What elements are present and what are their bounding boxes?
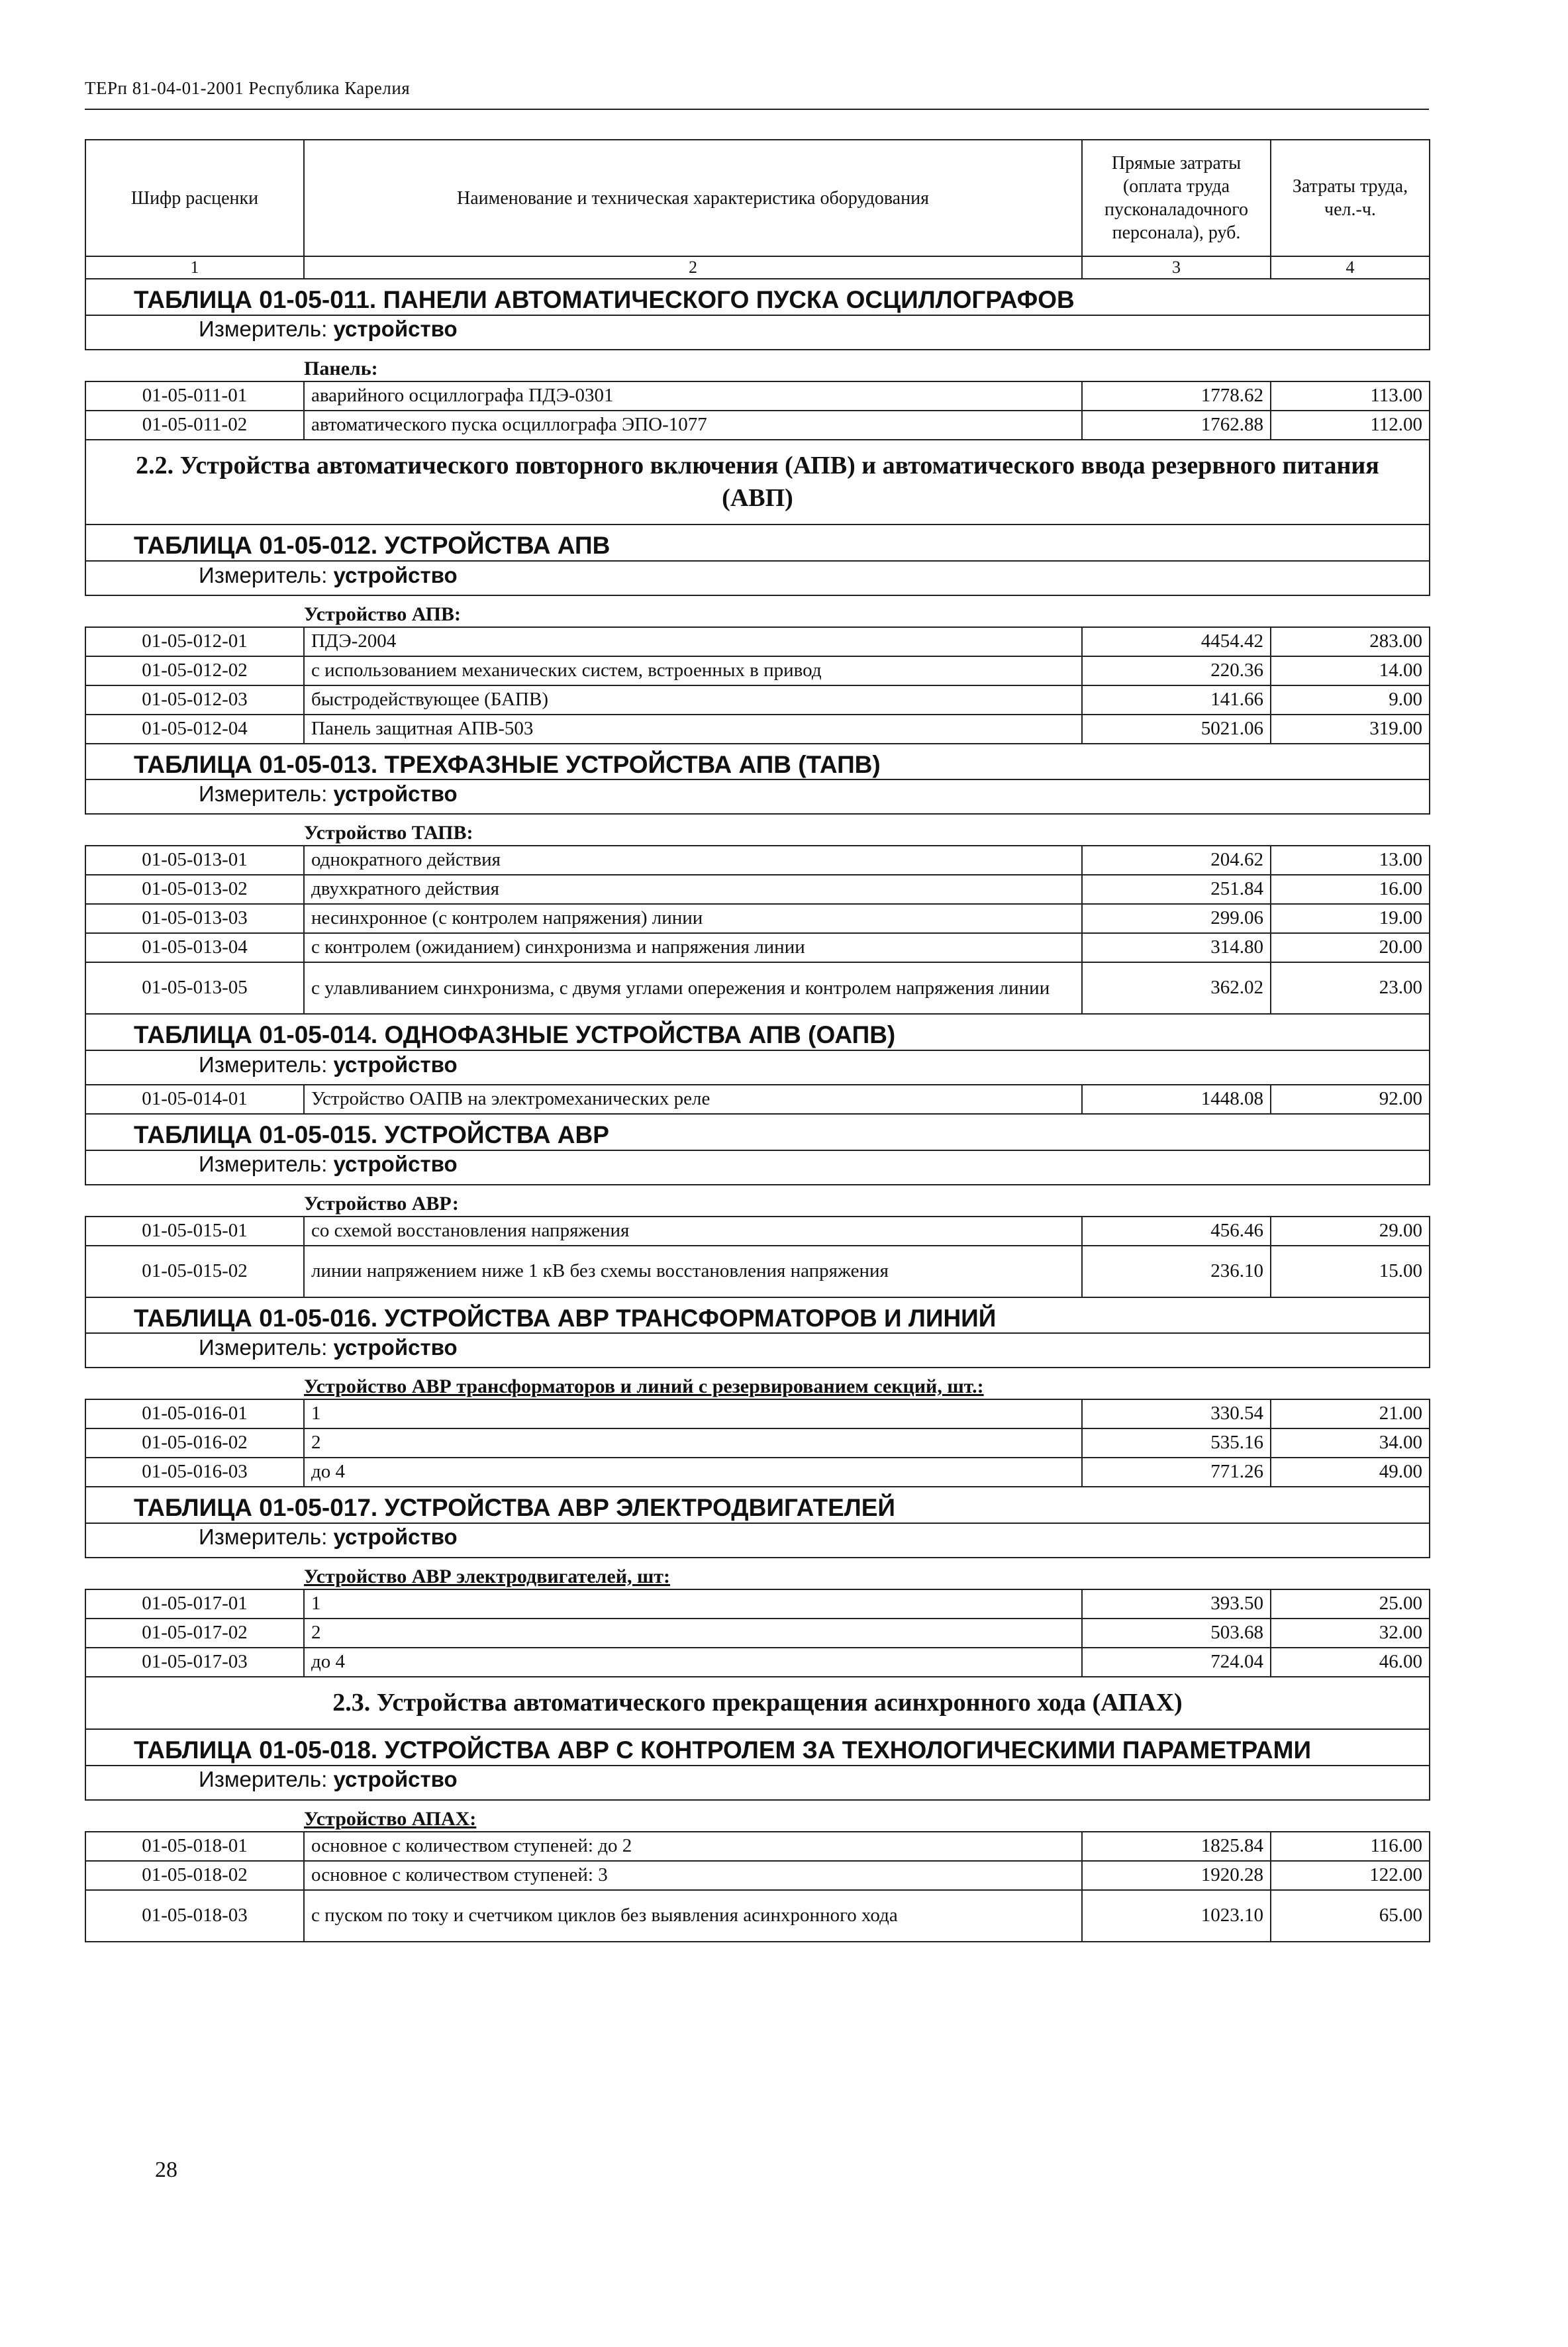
- table-row: [85, 627, 1430, 656]
- column-number: 4: [1271, 256, 1430, 279]
- measure-label: Измеритель:: [199, 1767, 328, 1792]
- table-title-row: [85, 1729, 1430, 1766]
- rate-code: 01-05-017-02: [85, 1619, 304, 1648]
- measure-line: [85, 561, 1430, 595]
- measure-line: [85, 1766, 1430, 1800]
- labor-cost: 14.00: [1271, 656, 1430, 685]
- labor-cost: 116.00: [1271, 1832, 1430, 1861]
- table-row: [85, 933, 1430, 962]
- direct-cost: 724.04: [1082, 1648, 1271, 1677]
- table-row: [85, 685, 1430, 715]
- table-row: [85, 875, 1430, 904]
- equipment-name: однократного действия: [304, 846, 1082, 875]
- rate-code: 01-05-016-03: [85, 1458, 304, 1487]
- table-title: ТАБЛИЦА 01-05-018. УСТРОЙСТВА АВР С КОНТРОЛЕМ ЗА ТЕХНОЛОГИЧЕСКИМИ ПАРАМЕТРАМИ: [85, 1729, 1430, 1766]
- equipment-name: с контролем (ожиданием) синхронизма и напряжения линии: [304, 933, 1082, 962]
- measure-value: устройство: [333, 562, 458, 587]
- rates-table-body: [85, 140, 1430, 1942]
- direct-cost: 4454.42: [1082, 627, 1271, 656]
- table-row: [85, 1619, 1430, 1648]
- equipment-name: аварийного осциллографа ПДЭ-0301: [304, 381, 1082, 411]
- equipment-name: Панель защитная АПВ-503: [304, 715, 1082, 744]
- rate-code: 01-05-015-02: [85, 1246, 304, 1297]
- group-heading-text: Панель:: [304, 357, 378, 379]
- table-title: ТАБЛИЦА 01-05-012. УСТРОЙСТВА АПВ: [85, 524, 1430, 561]
- direct-cost: 362.02: [1082, 962, 1271, 1014]
- column-number-row: [85, 256, 1430, 279]
- rate-code: 01-05-018-03: [85, 1890, 304, 1942]
- measure-line: [85, 1150, 1430, 1185]
- labor-cost: 92.00: [1271, 1085, 1430, 1114]
- direct-cost: 503.68: [1082, 1619, 1271, 1648]
- measure-label: Измеритель:: [199, 1152, 328, 1177]
- rate-code: 01-05-017-03: [85, 1648, 304, 1677]
- measure-row: [85, 561, 1430, 595]
- labor-cost: 20.00: [1271, 933, 1430, 962]
- rate-code: 01-05-013-04: [85, 933, 304, 962]
- measure-label: Измеритель:: [199, 562, 328, 587]
- table-title-row: [85, 1014, 1430, 1050]
- table-row: [85, 1890, 1430, 1942]
- table-title-row: [85, 1114, 1430, 1150]
- table-title-row: [85, 524, 1430, 561]
- direct-cost: 141.66: [1082, 685, 1271, 715]
- labor-cost: 29.00: [1271, 1217, 1430, 1246]
- labor-cost: 113.00: [1271, 381, 1430, 411]
- rate-code: 01-05-015-01: [85, 1217, 304, 1246]
- labor-cost: 23.00: [1271, 962, 1430, 1014]
- equipment-name: быстродействующее (БАПВ): [304, 685, 1082, 715]
- rate-code: 01-05-011-01: [85, 381, 304, 411]
- column-header-code: Шифр расценки: [85, 140, 304, 256]
- rate-code: 01-05-012-01: [85, 627, 304, 656]
- table-title: ТАБЛИЦА 01-05-017. УСТРОЙСТВА АВР ЭЛЕКТРОДВИГАТЕЛЕЙ: [85, 1487, 1430, 1523]
- measure-row: [85, 315, 1430, 350]
- table-row: [85, 904, 1430, 933]
- group-heading-text: Устройство АПАХ:: [304, 1807, 477, 1830]
- equipment-name: до 4: [304, 1458, 1082, 1487]
- group-heading-row: [85, 595, 1430, 627]
- measure-label: Измеритель:: [199, 781, 328, 807]
- equipment-name: с пуском по току и счетчиком циклов без выявления асинхронного хода: [304, 1890, 1082, 1942]
- table-row: [85, 1217, 1430, 1246]
- rate-code: 01-05-013-01: [85, 846, 304, 875]
- equipment-name: 1: [304, 1589, 1082, 1619]
- rate-code: 01-05-012-03: [85, 685, 304, 715]
- column-header-cost: Прямые затраты (оплата труда пусконаладочного персонала), руб.: [1082, 140, 1271, 256]
- rate-code: 01-05-017-01: [85, 1589, 304, 1619]
- group-heading: [85, 350, 1430, 381]
- direct-cost: 456.46: [1082, 1217, 1271, 1246]
- group-heading-text: Устройство АВР трансформаторов и линий с резервированием секций, шт.:: [304, 1375, 984, 1398]
- group-heading-text: Устройство АВР:: [304, 1192, 459, 1215]
- equipment-name: с улавливанием синхронизма, с двумя углами опережения и контролем напряжения линии: [304, 962, 1082, 1014]
- column-header-labor: Затраты труда, чел.-ч.: [1271, 140, 1430, 256]
- measure-label: Измеритель:: [199, 1052, 328, 1077]
- group-heading: [85, 814, 1430, 846]
- table-row: [85, 1861, 1430, 1890]
- measure-row: [85, 1333, 1430, 1368]
- group-heading: [85, 595, 1430, 627]
- table-title: ТАБЛИЦА 01-05-016. УСТРОЙСТВА АВР ТРАНСФОРМАТОРОВ И ЛИНИЙ: [85, 1297, 1430, 1334]
- measure-line: [85, 315, 1430, 350]
- column-number: 3: [1082, 256, 1271, 279]
- equipment-name: основное с количеством ступеней: 3: [304, 1861, 1082, 1890]
- rate-code: 01-05-018-02: [85, 1861, 304, 1890]
- table-row: [85, 962, 1430, 1014]
- labor-cost: 319.00: [1271, 715, 1430, 744]
- rate-code: 01-05-016-02: [85, 1428, 304, 1458]
- table-title: ТАБЛИЦА 01-05-013. ТРЕХФАЗНЫЕ УСТРОЙСТВА АПВ (ТАПВ): [85, 744, 1430, 780]
- direct-cost: 1023.10: [1082, 1890, 1271, 1942]
- table-row: [85, 656, 1430, 685]
- group-heading-row: [85, 1185, 1430, 1217]
- table-title: ТАБЛИЦА 01-05-011. ПАНЕЛИ АВТОМАТИЧЕСКОГО ПУСКА ОСЦИЛЛОГРАФОВ: [85, 279, 1430, 315]
- equipment-name: автоматического пуска осциллографа ЭПО-1077: [304, 411, 1082, 440]
- group-heading-row: [85, 1368, 1430, 1399]
- direct-cost: 771.26: [1082, 1458, 1271, 1487]
- table-row: [85, 1085, 1430, 1114]
- equipment-name: ПДЭ-2004: [304, 627, 1082, 656]
- table-row: [85, 1458, 1430, 1487]
- table-row: [85, 1648, 1430, 1677]
- measure-value: устройство: [333, 1767, 458, 1792]
- labor-cost: 122.00: [1271, 1861, 1430, 1890]
- table-row: [85, 411, 1430, 440]
- measure-row: [85, 1523, 1430, 1558]
- table-row: [85, 381, 1430, 411]
- group-heading: [85, 1368, 1430, 1399]
- group-heading-row: [85, 1800, 1430, 1832]
- measure-value: устройство: [333, 1334, 458, 1360]
- measure-value: устройство: [333, 1052, 458, 1077]
- group-heading-text: Устройство АПВ:: [304, 603, 461, 625]
- column-header-row: [85, 140, 1430, 256]
- labor-cost: 16.00: [1271, 875, 1430, 904]
- labor-cost: 13.00: [1271, 846, 1430, 875]
- measure-row: [85, 1766, 1430, 1800]
- table-title: ТАБЛИЦА 01-05-015. УСТРОЙСТВА АВР: [85, 1114, 1430, 1150]
- measure-label: Измеритель:: [199, 1524, 328, 1550]
- group-heading: [85, 1558, 1430, 1589]
- part-heading: 2.2. Устройства автоматического повторного включения (АПВ) и автоматического ввода резервного питания (АВП): [85, 440, 1430, 525]
- labor-cost: 15.00: [1271, 1246, 1430, 1297]
- direct-cost: 204.62: [1082, 846, 1271, 875]
- table-title: ТАБЛИЦА 01-05-014. ОДНОФАЗНЫЕ УСТРОЙСТВА АПВ (ОАПВ): [85, 1014, 1430, 1050]
- group-heading-text: Устройство АВР электродвигателей, шт:: [304, 1565, 671, 1587]
- labor-cost: 9.00: [1271, 685, 1430, 715]
- measure-line: [85, 1333, 1430, 1368]
- measure-value: устройство: [333, 1152, 458, 1177]
- measure-row: [85, 779, 1430, 814]
- table-row: [85, 1589, 1430, 1619]
- equipment-name: линии напряжением ниже 1 кВ без схемы восстановления напряжения: [304, 1246, 1082, 1297]
- table-row: [85, 1246, 1430, 1297]
- equipment-name: до 4: [304, 1648, 1082, 1677]
- direct-cost: 251.84: [1082, 875, 1271, 904]
- labor-cost: 49.00: [1271, 1458, 1430, 1487]
- equipment-name: основное с количеством ступеней: до 2: [304, 1832, 1082, 1861]
- group-heading-text: Устройство ТАПВ:: [304, 822, 473, 844]
- equipment-name: 2: [304, 1619, 1082, 1648]
- table-row: [85, 1832, 1430, 1861]
- document-header: ТЕРп 81-04-01-2001 Республика Карелия: [85, 78, 411, 98]
- measure-line: [85, 1523, 1430, 1558]
- measure-value: устройство: [333, 317, 458, 342]
- direct-cost: 1762.88: [1082, 411, 1271, 440]
- measure-value: устройство: [333, 1524, 458, 1550]
- direct-cost: 393.50: [1082, 1589, 1271, 1619]
- equipment-name: двухкратного действия: [304, 875, 1082, 904]
- equipment-name: с использованием механических систем, встроенных в привод: [304, 656, 1082, 685]
- part-heading: 2.3. Устройства автоматического прекращения асинхронного хода (АПАХ): [85, 1677, 1430, 1729]
- rates-table: [85, 139, 1430, 1942]
- group-heading: [85, 1185, 1430, 1217]
- direct-cost: 236.10: [1082, 1246, 1271, 1297]
- labor-cost: 283.00: [1271, 627, 1430, 656]
- labor-cost: 32.00: [1271, 1619, 1430, 1648]
- table-row: [85, 715, 1430, 744]
- group-heading-row: [85, 1558, 1430, 1589]
- rate-code: 01-05-013-02: [85, 875, 304, 904]
- group-heading-row: [85, 350, 1430, 381]
- measure-label: Измеритель:: [199, 317, 328, 342]
- table-title-row: [85, 1487, 1430, 1523]
- part-heading-row: [85, 440, 1430, 525]
- labor-cost: 112.00: [1271, 411, 1430, 440]
- measure-line: [85, 1050, 1430, 1085]
- direct-cost: 330.54: [1082, 1399, 1271, 1428]
- rate-code: 01-05-012-02: [85, 656, 304, 685]
- table-row: [85, 1428, 1430, 1458]
- direct-cost: 1778.62: [1082, 381, 1271, 411]
- direct-cost: 220.36: [1082, 656, 1271, 685]
- rate-code: 01-05-013-05: [85, 962, 304, 1014]
- equipment-name: несинхронное (с контролем напряжения) линии: [304, 904, 1082, 933]
- table-row: [85, 846, 1430, 875]
- group-heading: [85, 1800, 1430, 1832]
- equipment-name: со схемой восстановления напряжения: [304, 1217, 1082, 1246]
- equipment-name: 1: [304, 1399, 1082, 1428]
- equipment-name: 2: [304, 1428, 1082, 1458]
- rate-code: 01-05-018-01: [85, 1832, 304, 1861]
- rate-code: 01-05-016-01: [85, 1399, 304, 1428]
- column-number: 2: [304, 256, 1082, 279]
- labor-cost: 25.00: [1271, 1589, 1430, 1619]
- direct-cost: 314.80: [1082, 933, 1271, 962]
- group-heading-row: [85, 814, 1430, 846]
- table-title-row: [85, 279, 1430, 315]
- column-header-name: Наименование и техническая характеристика оборудования: [304, 140, 1082, 256]
- labor-cost: 34.00: [1271, 1428, 1430, 1458]
- page-number: 28: [155, 2158, 177, 2182]
- labor-cost: 46.00: [1271, 1648, 1430, 1677]
- table-title-row: [85, 1297, 1430, 1334]
- measure-line: [85, 779, 1430, 814]
- equipment-name: Устройство ОАПВ на электромеханических реле: [304, 1085, 1082, 1114]
- column-number: 1: [85, 256, 304, 279]
- direct-cost: 5021.06: [1082, 715, 1271, 744]
- direct-cost: 1448.08: [1082, 1085, 1271, 1114]
- measure-row: [85, 1050, 1430, 1085]
- rate-code: 01-05-011-02: [85, 411, 304, 440]
- direct-cost: 1920.28: [1082, 1861, 1271, 1890]
- direct-cost: 535.16: [1082, 1428, 1271, 1458]
- header-rule: [85, 109, 1429, 110]
- measure-row: [85, 1150, 1430, 1185]
- rate-code: 01-05-012-04: [85, 715, 304, 744]
- rate-code: 01-05-014-01: [85, 1085, 304, 1114]
- direct-cost: 1825.84: [1082, 1832, 1271, 1861]
- direct-cost: 299.06: [1082, 904, 1271, 933]
- labor-cost: 19.00: [1271, 904, 1430, 933]
- measure-label: Измеритель:: [199, 1334, 328, 1360]
- labor-cost: 21.00: [1271, 1399, 1430, 1428]
- measure-value: устройство: [333, 781, 458, 807]
- rate-code: 01-05-013-03: [85, 904, 304, 933]
- table-row: [85, 1399, 1430, 1428]
- labor-cost: 65.00: [1271, 1890, 1430, 1942]
- part-heading-row: [85, 1677, 1430, 1729]
- table-title-row: [85, 744, 1430, 780]
